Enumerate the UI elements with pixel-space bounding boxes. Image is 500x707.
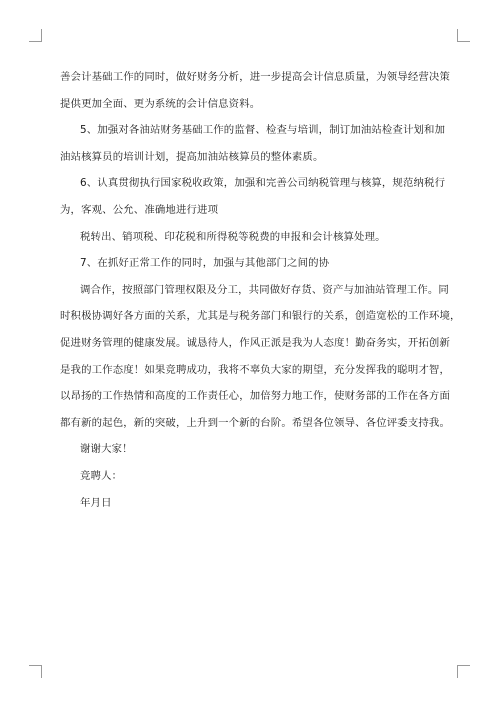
- text-line: 6、认真贯彻执行国家税收政策，加强和完善公司纳税管理与核算，规范纳税行: [80, 177, 446, 190]
- text-line: 竞聘人：: [80, 469, 123, 482]
- crop-mark-bottom-right: [457, 665, 470, 678]
- crop-mark-top-left: [29, 29, 42, 42]
- document-body: [60, 64, 461, 516]
- text-line: 以昂扬的工作热情和高度的工作责任心，加倍努力地工作，使财务部的工作在各方面: [60, 390, 450, 403]
- text-line: 是我的工作态度！如果竞聘成功，我将不辜负大家的期望，充分发挥我的聪明才智，: [60, 363, 450, 376]
- text-line: 谢谢大家！: [80, 443, 133, 456]
- text-line: 5、加强对各油站财务基础工作的监督、检查与培训，制订加油站检查计划和加: [80, 124, 446, 137]
- text-line: 为，客观、公允、准确地进行进项: [60, 203, 219, 216]
- text-line: 提供更加全面、更为系统的会计信息资料。: [60, 97, 261, 110]
- text-line: 善会计基础工作的同时，做好财务分析，进一步提高会计信息质量，为领导经营决策: [60, 71, 450, 83]
- text-line: 油站核算员的培训计划，提高加油站核算员的整体素质。: [60, 150, 324, 163]
- text-line: 时积极协调好各方面的关系，尤其是与税务部门和银行的关系，创造宽松的工作环境，: [60, 310, 461, 323]
- text-line: 调合作，按照部门管理权限及分工，共同做好存货、资产与加油站管理工作。同: [80, 283, 449, 296]
- crop-mark-top-right: [457, 29, 470, 42]
- text-line: 都有新的起色，新的突破，上升到一个新的台阶。希望各位领导、各位评委支持我。: [60, 416, 450, 429]
- text-line: 税转出、销项税、印花税和所得税等税费的申报和会计核算处理。: [80, 230, 386, 243]
- text-line: 促进财务管理的健康发展。诚恳待人，作风正派是我为人态度！勤奋务实，开拓创新: [60, 336, 450, 349]
- text-line: 7、在抓好正常工作的同时，加强与其他部门之间的协: [80, 257, 330, 270]
- text-line: 年月日: [80, 496, 112, 509]
- crop-mark-bottom-left: [29, 665, 42, 678]
